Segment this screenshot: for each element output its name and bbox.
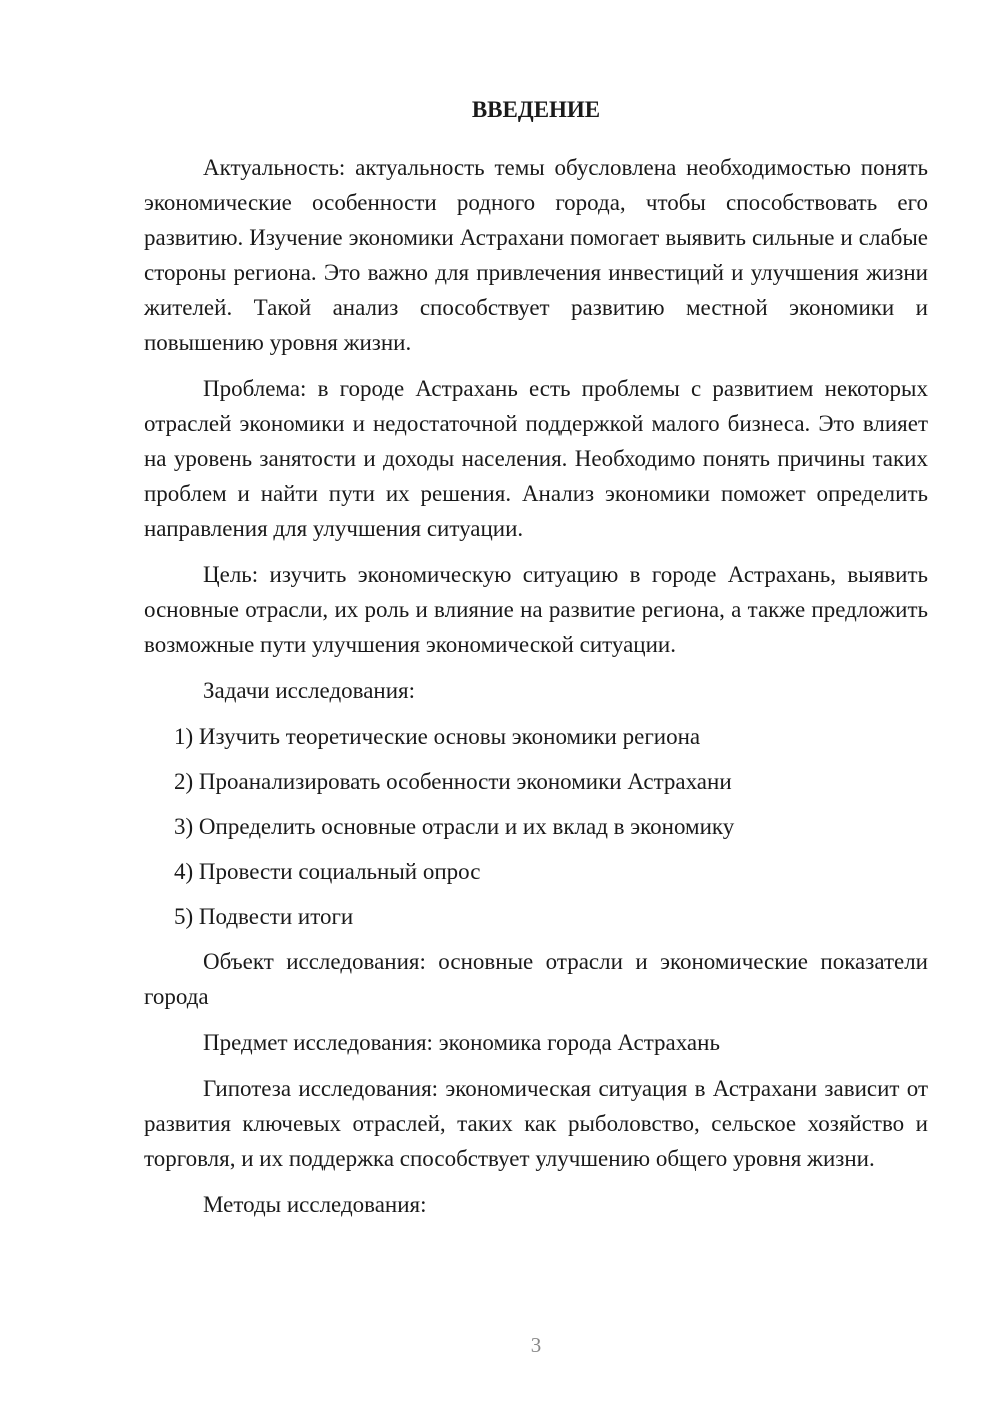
paragraph-problem: Проблема: в городе Астрахань есть проблемы с развитием некоторых отраслей экономики и недостаточной поддержкой малого бизнеса. Это влияет на уровень занятости и доходы населения. Необходимо понять причины таких проблем и найти пути их решения. Анализ экономики поможет определить направления для улучшения ситуации. (144, 376, 928, 541)
task-item: 4) Провести социальный опрос (174, 859, 481, 884)
paragraph-goal: Цель: изучить экономическую ситуацию в городе Астрахань, выявить основные отрасли, их роль и влияние на развитие региона, а также предложить возможные пути улучшения экономической ситуации. (144, 562, 928, 657)
paragraph-relevance: Актуальность: актуальность темы обусловлена необходимостью понять экономические особенности родного города, чтобы способствовать его развитию. Изучение экономики Астрахани помогает выявить сильные и слабые стороны региона. Это важно для привлечения инвестиций и улучшения жизни жителей. Такой анализ способствует развитию местной экономики и повышению уровня жизни. (144, 155, 928, 355)
task-item: 3) Определить основные отрасли и их вклад в экономику (174, 814, 735, 839)
task-item: 1) Изучить теоретические основы экономики региона (174, 724, 701, 749)
task-item: 5) Подвести итоги (174, 904, 354, 929)
document-page (144, 92, 928, 1233)
page-number: 3 (530, 1333, 542, 1357)
task-item: 2) Проанализировать особенности экономики Астрахани (174, 769, 732, 794)
paragraph-subject: Предмет исследования: экономика города Астрахань (203, 1030, 720, 1055)
paragraph-hypothesis: Гипотеза исследования: экономическая ситуация в Астрахани зависит от развития ключевых отраслей, таких как рыболовство, сельское хозяйство и торговля, и их поддержка способствует улучшению общего уровня жизни. (144, 1076, 928, 1171)
tasks-list (144, 719, 928, 934)
paragraph-object: Объект исследования: основные отрасли и экономические показатели города (144, 949, 928, 1009)
tasks-heading: Задачи исследования: (203, 678, 416, 703)
document-title: ВВЕДЕНИЕ (471, 97, 601, 122)
methods-heading: Методы исследования: (203, 1192, 427, 1217)
